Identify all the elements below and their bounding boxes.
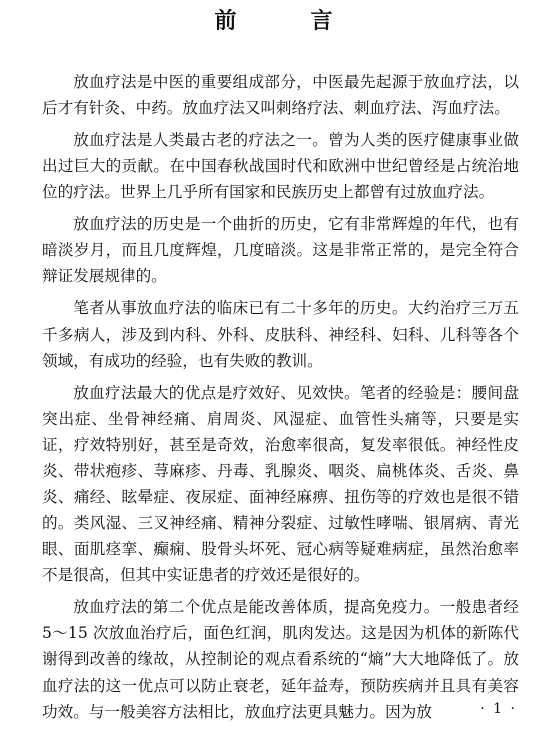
paragraph-3: 放血疗法的历史是一个曲折的历史，它有非常辉煌的年代，也有暗淡岁月，而且几度辉煌，几度暗淡。这是非常正常的，是完全符合辩证发展规律的。 [42,215,519,286]
page-number: · 1 · [480,701,517,717]
body-text [42,69,519,731]
paragraph-2: 放血疗法是人类最古老的疗法之一。曾为人类的医疗健康事业做出过巨大的贡献。在中国春秋战国时代和欧洲中世纪曾经是占统治地位的疗法。世界上几乎所有国家和民族历史上都曾有过放血疗法。 [42,131,519,202]
page-title: 前 言 [214,8,359,34]
paragraph-1: 放血疗法是中医的重要组成部分，中医最先起源于放血疗法，以后才有针灸、中药。放血疗法又叫刺络疗法、刺血疗法、泻血疗法。 [42,73,519,118]
paragraph-4: 笔者从事放血疗法的临床已有二十多年的历史。大约治疗三万五千多病人，涉及到内科、外科、皮肤科、神经科、妇科、儿科等各个领域，有成功的经验，也有失败的教训。 [42,299,519,370]
paragraph-6: 放血疗法的第二个优点是能改善体质，提高免疫力。一般患者经 5～15 次放血治疗后，面色红润，肌肉发达。这是因为机体的新陈代谢得到改善的缘故，从控制论的观点看系统的“熵”大大地降低了。放血疗法的这一优点可以防止衰老，延年益寿，预防疾病并且具有美容功效。与一般美容方法相比，放血疗法更具魅力。因为放 [42,598,519,721]
paragraph-5: 放血疗法最大的优点是疗效好、见效快。笔者的经验是：腰间盘突出症、坐骨神经痛、肩周炎、风湿症、血管性头痛等，只要是实证，疗效特别好，甚至是奇效，治愈率很高，复发率很低。神经性皮炎、带状疱疹、荨麻疹、丹毒、乳腺炎、咽炎、扁桃体炎、舌炎、鼻炎、痛经、眩晕症、夜尿症、面神经麻痹、扭伤等的疗效也是很不错的。类风湿、三叉神经痛、精神分裂症、过敏性哮喘、银屑病、青光眼、面肌痉挛、癫痫、股骨头坏死、冠心病等疑难病症，虽然治愈率不是很高，但其中实证患者的疗效还是很好的。 [42,383,519,585]
